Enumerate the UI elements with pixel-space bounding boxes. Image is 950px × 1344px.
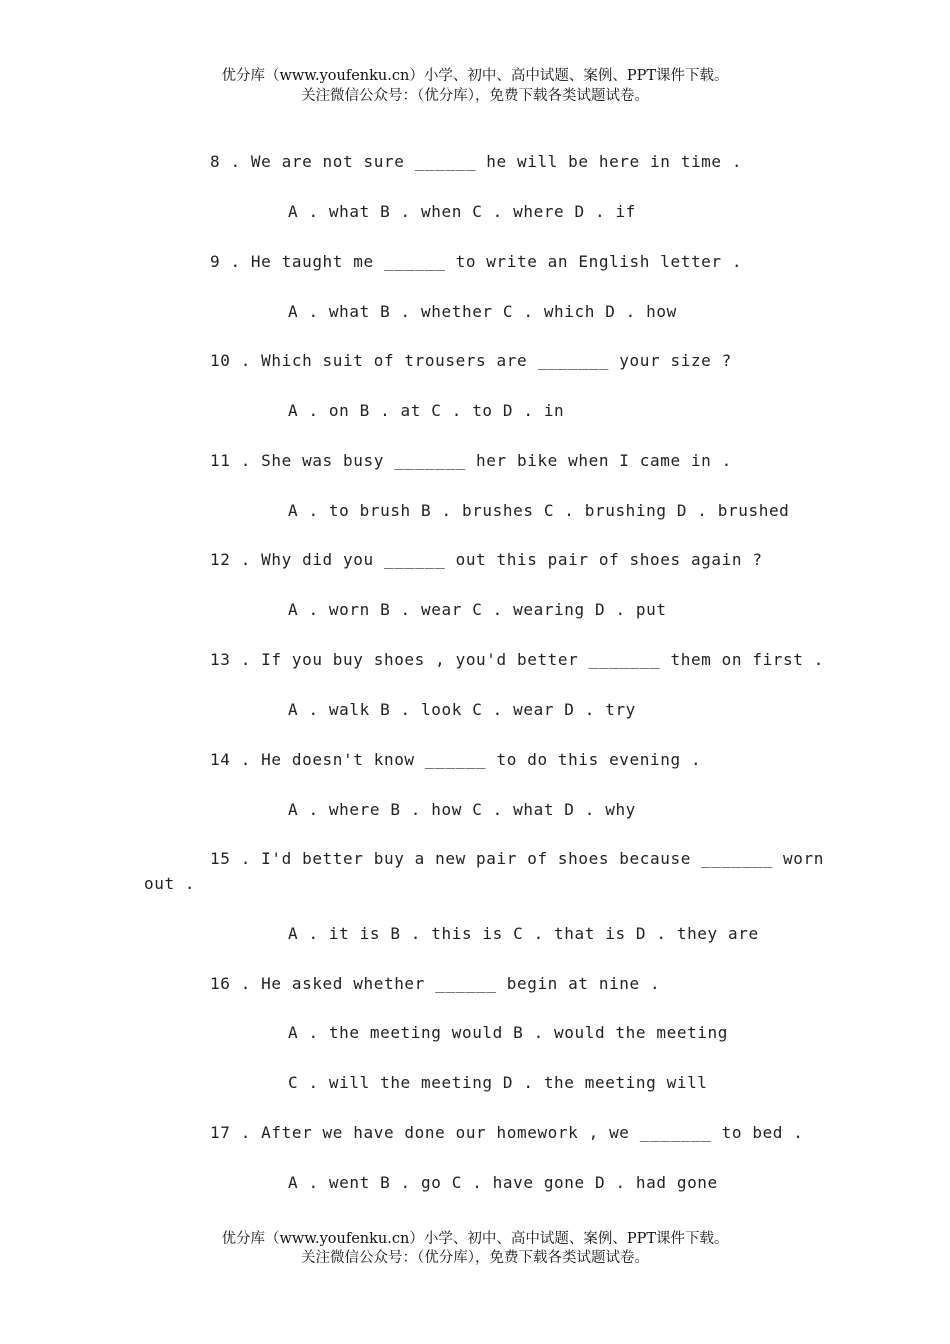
- question-13: 13 . If you buy shoes , you'd better _______ them on first .: [210, 650, 824, 669]
- question-15: 15 . I'd better buy a new pair of shoes because _______ worn: [210, 849, 824, 868]
- question-13-options: A . walk B . look C . wear D . try: [288, 700, 636, 719]
- question-8-options: A . what B . when C . where D . if: [288, 202, 636, 221]
- question-8: 8 . We are not sure ______ he will be here in time .: [210, 152, 743, 171]
- question-11-options: A . to brush B . brushes C . brushing D . brushed: [288, 501, 790, 520]
- question-16-options: A . the meeting would B . would the meeting: [288, 1023, 729, 1042]
- question-14-options: A . where B . how C . what D . why: [288, 800, 636, 819]
- question-11: 11 . She was busy _______ her bike when I came in .: [210, 451, 732, 470]
- question-16: 16 . He asked whether ______ begin at nine .: [210, 974, 661, 993]
- question-9-options: A . what B . whether C . which D . how: [288, 302, 677, 321]
- question-15-continuation: out .: [144, 874, 196, 893]
- footer-line-1: 优分库（www.youfenku.cn）小学、初中、高中试题、案例、PPT课件下载。: [221, 1231, 729, 1247]
- question-16-options-2: C . will the meeting D . the meeting will: [288, 1073, 708, 1092]
- question-12: 12 . Why did you ______ out this pair of shoes again ?: [210, 550, 763, 569]
- question-10-options: A . on B . at C . to D . in: [288, 401, 565, 420]
- header-line-1: 优分库（www.youfenku.cn）小学、初中、高中试题、案例、PPT课件下载。: [221, 68, 729, 84]
- question-15-options: A . it is B . this is C . that is D . they are: [288, 924, 759, 943]
- question-14: 14 . He doesn't know ______ to do this evening .: [210, 750, 702, 769]
- question-17-options: A . went B . go C . have gone D . had gone: [288, 1173, 718, 1192]
- question-17: 17 . After we have done our homework , we _______ to bed .: [210, 1123, 804, 1142]
- question-10: 10 . Which suit of trousers are _______ your size ?: [210, 351, 732, 370]
- question-12-options: A . worn B . wear C . wearing D . put: [288, 600, 667, 619]
- question-9: 9 . He taught me ______ to write an English letter .: [210, 252, 743, 271]
- footer-line-2: 关注微信公众号：（优分库），免费下载各类试题试卷。: [301, 1250, 649, 1266]
- header-line-2: 关注微信公众号：（优分库），免费下载各类试题试卷。: [301, 88, 649, 104]
